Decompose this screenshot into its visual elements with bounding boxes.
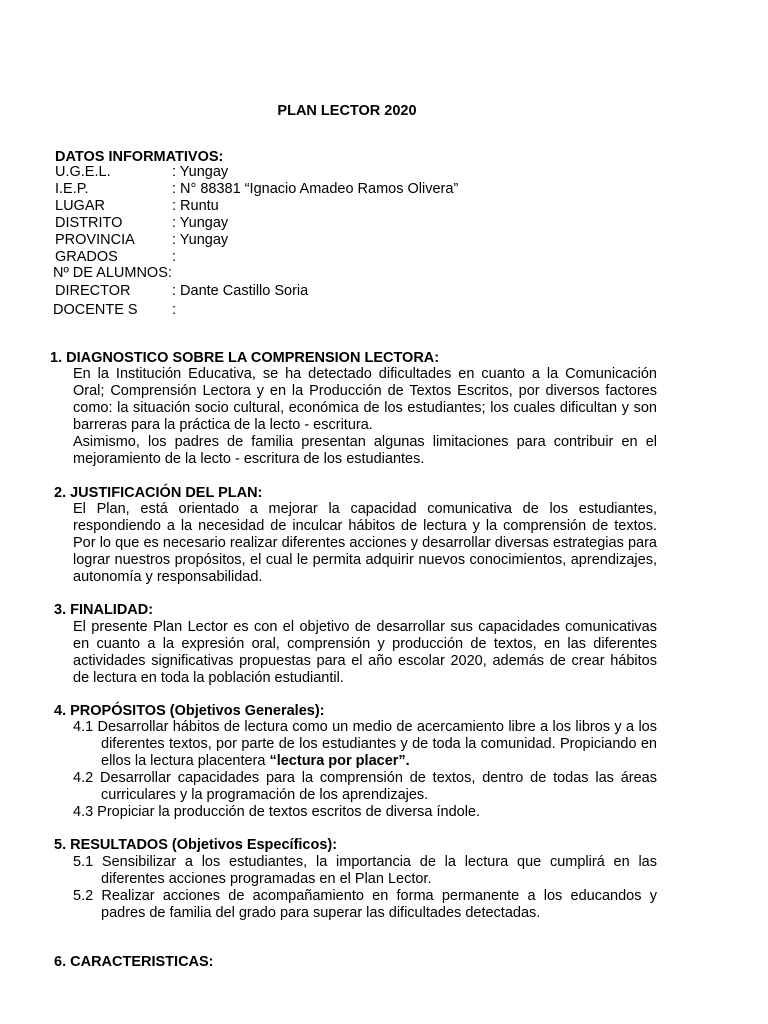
datos-row — [0, 265, 700, 282]
section-5-heading: 5. RESULTADOS (Objetivos Específicos): — [54, 837, 338, 853]
section-3-heading: 3. FINALIDAD: — [54, 602, 154, 618]
datos-row — [0, 198, 700, 215]
datos-label: LUGAR — [55, 198, 105, 214]
datos-value: : — [172, 249, 177, 265]
datos-row — [0, 181, 700, 198]
datos-label: DOCENTE S — [53, 302, 138, 318]
datos-heading: DATOS INFORMATIVOS: — [55, 149, 224, 165]
document-title: PLAN LECTOR 2020 — [277, 103, 417, 119]
result-item: 5.2 Realizar acciones de acompañamiento en forma permanente a los educandos y padres de familia del grado para superar las dificultades detectadas. — [73, 888, 657, 921]
datos-value: : Yungay — [172, 164, 229, 180]
datos-value: : N° 88381 “Ignacio Amadeo Ramos Olivera” — [172, 181, 459, 197]
datos-value: : Yungay — [172, 232, 229, 248]
datos-label: Nº DE ALUMNOS: — [53, 265, 172, 281]
datos-row — [0, 232, 700, 249]
section-6-heading: 6. CARACTERISTICAS: — [54, 954, 214, 970]
datos-row — [0, 164, 700, 181]
datos-label: GRADOS — [55, 249, 118, 265]
datos-value: : Yungay — [172, 215, 229, 231]
datos-label: I.E.P. — [55, 181, 89, 197]
objective-emphasis: “lectura por placer”. — [269, 753, 410, 769]
datos-row — [0, 283, 700, 300]
objective-text: 4.1 Desarrollar hábitos de lectura como un medio de acercamiento libre a los libros y a los diferentes textos, por parte de los estudiantes y de toda la comunidad. Propiciando en ellos la lectura placentera — [73, 719, 657, 769]
section-1-paragraph: En la Institución Educativa, se ha detectado dificultades en cuanto a la Comunicación Oral; Comprensión Lectora y en la Producción de Textos Escritos, por diversos factores como: la situación socio cultural, económica de los estudiantes; los cuales dificultan y son barreras para la práctica de la lecto - escritura. — [73, 366, 657, 433]
section-4-heading: 4. PROPÓSITOS (Objetivos Generales): — [54, 703, 325, 719]
datos-value: : Dante Castillo Soria — [172, 283, 309, 299]
datos-row — [0, 215, 700, 232]
datos-label: DISTRITO — [55, 215, 123, 231]
section-2-paragraph: El Plan, está orientado a mejorar la capacidad comunicativa de los estudiantes, respondiendo a la necesidad de inculcar hábitos de lectura y la comprensión de textos. Por lo que es necesario realizar diferentes acciones y desarrollar diversas estrategias para lograr nuestros propósitos, el cual le permita adquirir nuevos conocimientos, aprendizajes, autonomía y responsabilidad. — [73, 501, 657, 585]
datos-row — [0, 302, 700, 319]
result-item: 5.1 Sensibilizar a los estudiantes, la importancia de la lectura que cumplirá en las diferentes acciones programadas en el Plan Lector. — [73, 854, 657, 887]
datos-value: : — [172, 302, 177, 318]
datos-label: U.G.E.L. — [55, 164, 111, 180]
datos-label: PROVINCIA — [55, 232, 135, 248]
datos-label: DIRECTOR — [55, 283, 131, 299]
section-2-heading: 2. JUSTIFICACIÓN DEL PLAN: — [54, 485, 263, 501]
section-1-heading: 1. DIAGNOSTICO SOBRE LA COMPRENSION LECTORA: — [50, 350, 440, 366]
datos-value: : Runtu — [172, 198, 219, 214]
objective-item: 4.2 Desarrollar capacidades para la comprensión de textos, dentro de todas las áreas curriculares y la programación de los aprendizajes. — [73, 770, 657, 803]
objective-item — [73, 719, 657, 770]
datos-row — [0, 249, 700, 266]
section-3-paragraph: El presente Plan Lector es con el objetivo de desarrollar sus capacidades comunicativas en cuanto a la expresión oral, comprensión y producción de textos, en las diferentes actividades significativas propuestas para el año escolar 2020, además de crear hábitos de lectura en toda la población estudiantil. — [73, 619, 657, 686]
section-1-paragraph: Asimismo, los padres de familia presentan algunas limitaciones para contribuir en el mejoramiento de la lecto - escritura de los estudiantes. — [73, 434, 657, 467]
objective-item: 4.3 Propiciar la producción de textos escritos de diversa índole. — [73, 804, 481, 820]
